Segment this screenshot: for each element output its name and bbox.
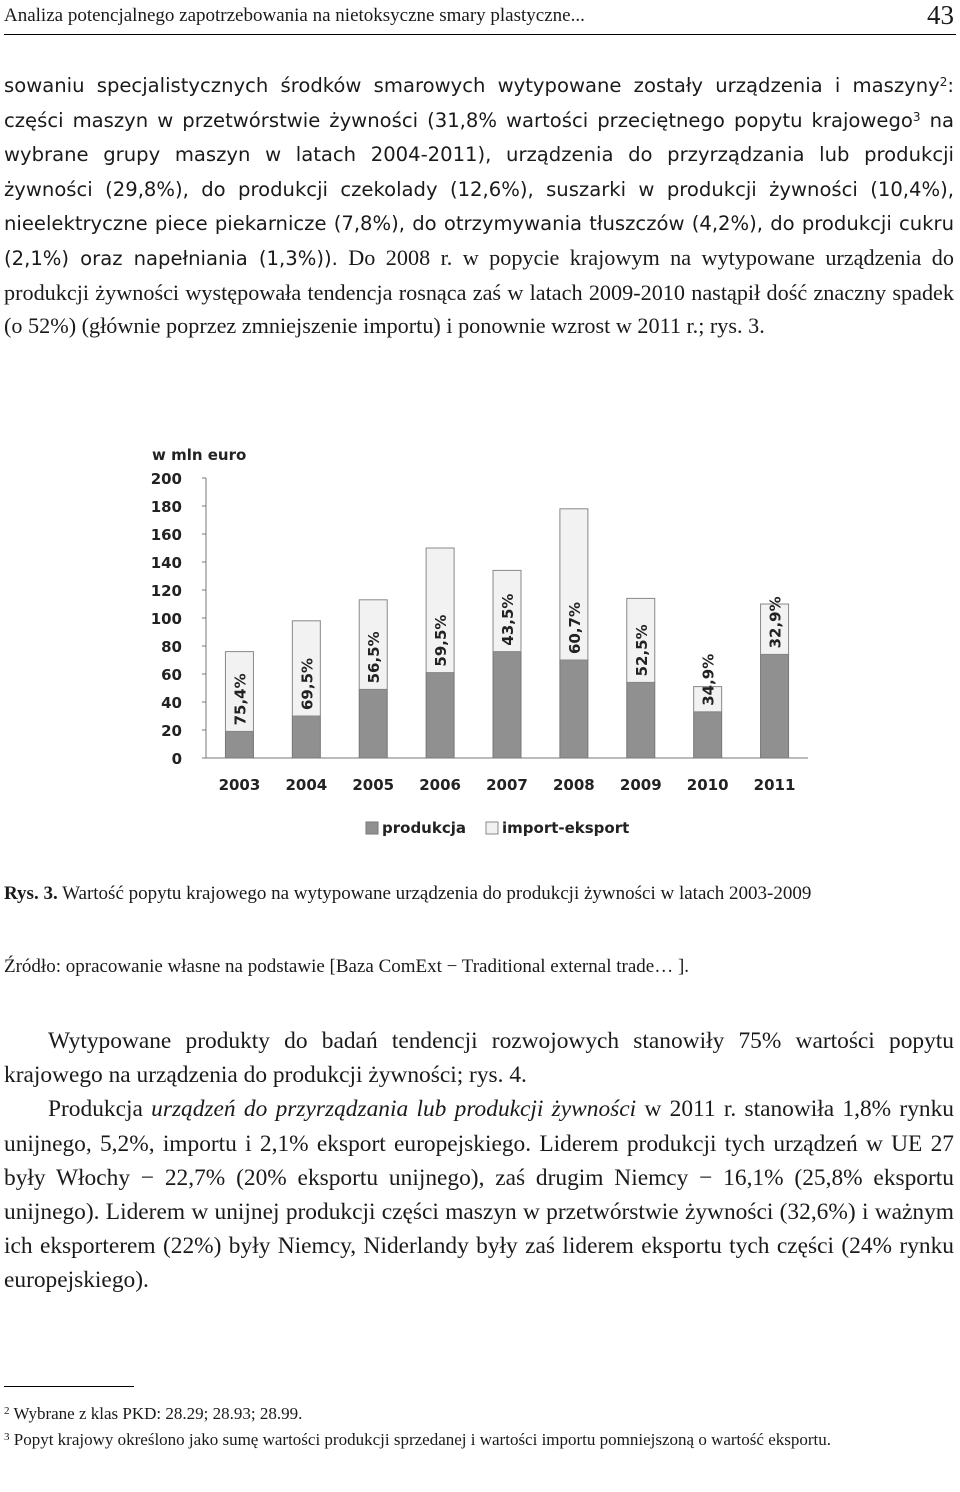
stacked-bar-chart <box>148 438 828 848</box>
bar-produkcja <box>359 689 387 758</box>
footnote-2: $^2$ Wybrane z klas PKD: 28.29; 28.93; 28.99. <box>4 1404 303 1423</box>
y-tick-label: 20 <box>161 722 182 740</box>
legend-swatch-import-eksport <box>486 822 498 834</box>
y-tick-label: 40 <box>161 694 182 712</box>
figure-source: Źródło: opracowanie własne na podstawie [Baza ComExt − Traditional external trade… ]. <box>4 956 690 977</box>
bar-data-label: 59,5% <box>432 614 451 667</box>
bar-data-label: 69,5% <box>298 657 317 710</box>
body-paragraph-2: Wytypowane produkty do badań tendencji rozwojowych stanowiły 75% wartości popytu krajowego na urządzenia do produkcji żywności; rys. 4. Produkcja urządzeń do przyrządzania lub produkcji żywności w 2011 r. stanowiła 1,8% rynku unijnego, 5,2%, importu i 2,1% eksport europejskiego. Liderem produkcji tych urządzeń w UE 27 były Włochy − 22,7% (20% eksportu unijnego), zaś drugim Niemcy − 16,1% (25,8% eksportu unijnego). Liderem w unijnej produkcji części maszyn w przetwórstwie żywności (32,6%) i ważnym ich eksporterem (22%) były Niemcy, Niderlandy były zaś liderem eksportu tych części (24% rynku europejskiego). <box>4 1028 954 1294</box>
legend-label-produkcja: produkcja <box>382 819 466 837</box>
bar-data-label: 32,9% <box>766 596 785 649</box>
footnote-ref-2: 2 <box>939 75 948 89</box>
y-tick-label: 80 <box>161 638 182 656</box>
footnote-separator <box>4 1386 134 1387</box>
legend-label-import-eksport: import-eksport <box>502 819 630 837</box>
bar-produkcja <box>225 731 253 758</box>
y-tick-label: 160 <box>150 526 182 544</box>
chart-legend <box>366 819 629 837</box>
body-paragraph-1 <box>4 68 954 343</box>
page-number: 43 <box>927 0 954 30</box>
figure-number: Rys. 3. <box>4 883 58 904</box>
y-tick-label: 200 <box>150 470 182 488</box>
bar-produkcja <box>292 716 320 758</box>
figure-chart <box>148 438 828 848</box>
bar-produkcja <box>493 652 521 758</box>
figure-caption <box>4 880 944 907</box>
x-tick-label: 2004 <box>285 776 328 794</box>
x-tick-label: 2010 <box>686 776 729 794</box>
footnote-3: $^3$ Popyt krajowy określono jako sumę wartości produkcji sprzedanej i wartości importu pomniejszoną o wartość eksportu. <box>4 1430 831 1449</box>
footnote-ref-3: 3 <box>912 109 921 124</box>
legend-swatch-produkcja <box>366 822 378 834</box>
y-tick-label: 0 <box>171 750 182 768</box>
y-tick-label: 180 <box>150 498 182 516</box>
bar-data-label: 43,5% <box>499 593 517 646</box>
paragraph-1-text: sowaniu specjalistycznych środków smarowych wytypowane zostały urządzenia i maszyny$^2$: części maszyn w przetwórstwie żywności (31,8% wartości przeciętnego popytu krajowego$^3$ na wybrane grupy maszyn w latach 2004-2011), urządzenia do przyrządzania lub produkcji żywności (29,8%), do produkcji czekolady (12,6%), suszarki w produkcji żywności (10,4%), nieelektryczne piece piekarnicze (7,8%), do otrzymywania tłuszczów (4,2%), do produkcji cukru (2,1%) oraz napełniania (1,3%)). <box>4 74 954 270</box>
caption-text: Wartość popytu krajowego na wytypowane urządzenia do produkcji żywności w latach 2003-2009 <box>57 883 812 904</box>
y-tick-label: 100 <box>150 610 182 628</box>
y-tick-label: 60 <box>161 666 182 684</box>
paragraph-2-sentence-1: Wytypowane produkty do badań tendencji rozwojowych stanowiły 75% wartości popytu krajowego na urządzenia do produkcji żywności; rys. 4. <box>4 1028 954 1089</box>
x-tick-label: 2007 <box>486 776 528 794</box>
bar-produkcja <box>560 660 588 758</box>
x-tick-label: 2009 <box>619 776 662 794</box>
bar-data-label: 52,5% <box>632 624 651 677</box>
bar-data-label: 75,4% <box>231 673 250 726</box>
bar-data-label: 34,9% <box>699 653 718 706</box>
y-tick-label: 140 <box>150 554 182 572</box>
y-axis-label: w mln euro <box>152 446 247 464</box>
bar-data-label: 60,7% <box>565 601 584 654</box>
running-title: Analiza potencjalnego zapotrzebowania na nietoksyczne smary plastyczne... <box>4 5 585 26</box>
x-tick-label: 2008 <box>553 776 595 794</box>
x-tick-label: 2003 <box>218 776 261 794</box>
bar-data-label: 56,5% <box>365 631 384 684</box>
x-tick-label: 2005 <box>352 776 395 794</box>
bar-produkcja <box>694 712 722 758</box>
y-tick-label: 120 <box>150 582 182 600</box>
x-tick-label: 2006 <box>419 776 461 794</box>
x-tick-label: 2011 <box>753 776 796 794</box>
bar-produkcja <box>761 654 789 758</box>
bar-produkcja <box>627 682 655 758</box>
running-header <box>4 0 956 35</box>
bar-produkcja <box>426 673 454 758</box>
italic-phrase: urządzeń do przyrządzania lub produkcji żywności <box>151 1096 637 1123</box>
paragraph-1-continuation: Do 2008 r. w popycie krajowym na wytypowane urządzenia do produkcji żywności występowała tendencja rosnąca zaś w latach 2009-2010 nastąpił dość znaczny spadek (o 52%) (głównie poprzez zmniejszenie importu) i ponownie wzrost w 2011 r.; rys. 3. <box>4 244 954 339</box>
